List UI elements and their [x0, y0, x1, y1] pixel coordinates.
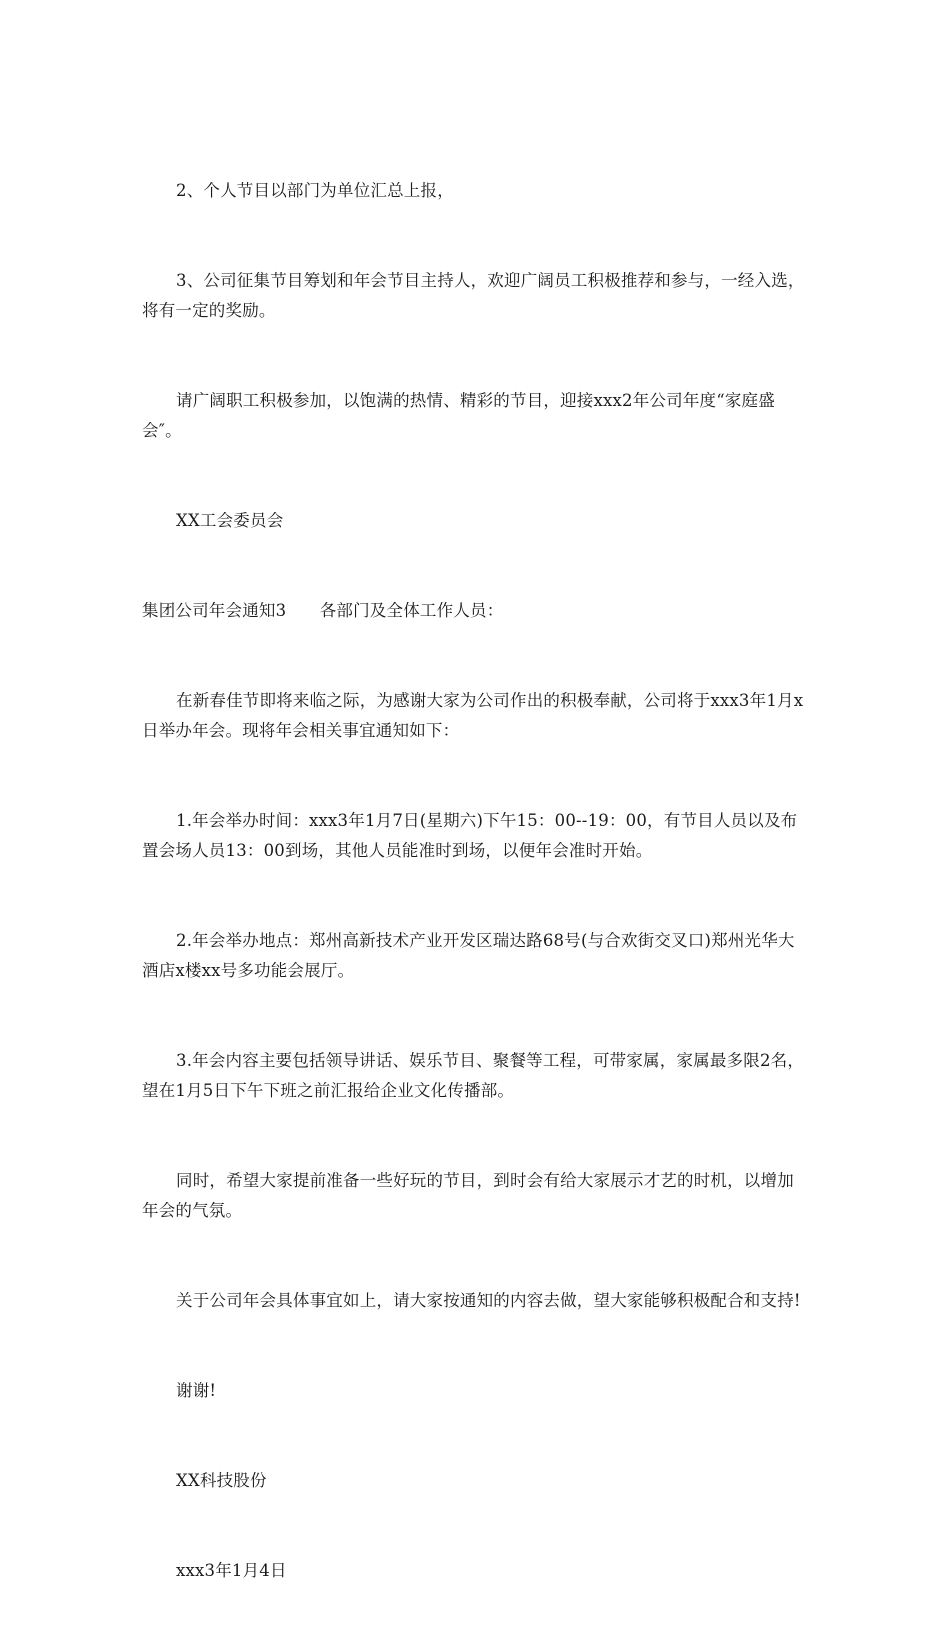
signature-company: XX科技股份 — [176, 1471, 267, 1490]
signature-date: xxx3年1月4日 — [176, 1561, 287, 1580]
thanks-line: 谢谢! — [176, 1381, 217, 1400]
document-body — [142, 116, 810, 1646]
paragraph-intro: 在新春佳节即将来临之际，为感谢大家为公司作出的积极奉献，公司将于xxx3年1月x日举办年会。现将年会相关事宜通知如下： — [142, 691, 804, 740]
signature-union: XX工会委员会 — [176, 511, 284, 530]
paragraph-location: 2.年会举办地点：郑州高新技术产业开发区瑞达路68号(与合欢街交叉口)郑州光华大酒店x楼xx号多功能会展厅。 — [142, 931, 795, 980]
paragraph-time: 1.年会举办时间：xxx3年1月7日(星期六)下午15：00--19：00，有节目人员以及布置会场人员13：00到场，其他人员能准时到场，以便年会准时开始。 — [142, 811, 798, 860]
paragraph-content: 3.年会内容主要包括领导讲话、娱乐节目、聚餐等工程，可带家属，家属最多限2名，望在1月5日下午下班之前汇报给企业文化传播部。 — [142, 1051, 805, 1100]
paragraph-closing: 关于公司年会具体事宜如上，请大家按通知的内容去做，望大家能够积极配合和支持! — [176, 1291, 801, 1310]
paragraph-performance: 同时，希望大家提前准备一些好玩的节目，到时会有给大家展示才艺的时机，以增加年会的气氛。 — [142, 1171, 794, 1220]
paragraph-2: 3、公司征集节目筹划和年会节目主持人，欢迎广阔员工积极推荐和参与，一经入选，将有一定的奖励。 — [142, 271, 805, 320]
paragraph-1: 2、个人节目以部门为单位汇总上报， — [176, 181, 454, 200]
paragraph-3: 请广阔职工积极参加，以饱满的热情、精彩的节目，迎接xxx2年公司年度“家庭盛会″。 — [142, 391, 775, 440]
notice-heading: 集团公司年会通知3 各部门及全体工作人员： — [142, 601, 504, 620]
